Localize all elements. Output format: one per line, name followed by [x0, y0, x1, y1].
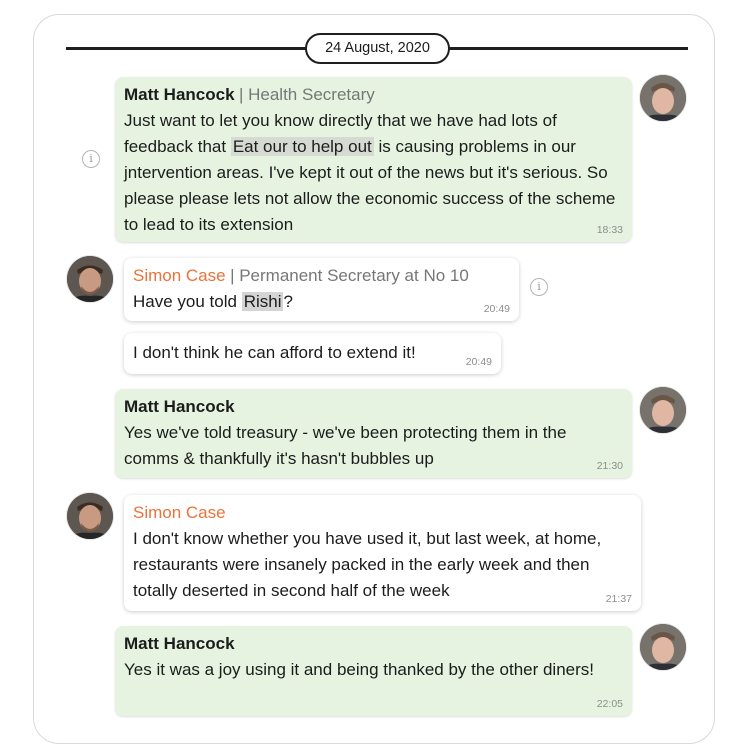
- hancock-avatar: [640, 624, 686, 670]
- case-avatar: [67, 256, 113, 302]
- timestamp: 18:33: [596, 224, 623, 236]
- message-hancock-3: [115, 626, 632, 716]
- message-text: Yes it was a joy using it and being thanked by the other diners!: [124, 660, 595, 679]
- person-icon: [67, 256, 113, 302]
- message-text: I don't think he can afford to extend it!: [133, 343, 416, 362]
- person-icon: [67, 493, 113, 539]
- message-case-1: [124, 258, 519, 321]
- timestamp: 20:49: [465, 356, 492, 368]
- highlighted-term: Rishi: [243, 292, 282, 311]
- timestamp: 22:05: [596, 698, 623, 710]
- hancock-avatar: [640, 75, 686, 121]
- timestamp: 20:49: [483, 303, 510, 315]
- info-icon[interactable]: i: [82, 150, 100, 168]
- message-text: I don't know whether you have used it, but last week, at home, restaurants were insanely packed in the early week and then totally deserted in second half of the week: [133, 529, 602, 600]
- date-label: 24 August, 2020: [305, 33, 450, 64]
- message-text: Have you told Rishi ?: [133, 292, 293, 311]
- sender-name: Matt Hancock: [124, 85, 235, 104]
- sender-role: | Health Secretary: [238, 85, 375, 104]
- sender-name: Simon Case: [133, 503, 226, 522]
- message-text: Just want to let you know directly that we have had lots of feedback that Eat our to help out is causing problems in our jntervention areas. I've kept it out of the news but it's serious. So please please lets not allow the economic success of the scheme to lead to its extension: [124, 111, 616, 234]
- highlighted-term: Eat our to help out: [232, 137, 372, 156]
- person-icon: [640, 624, 686, 670]
- person-icon: [640, 387, 686, 433]
- timestamp: 21:37: [605, 593, 632, 605]
- sender-name: Matt Hancock: [124, 397, 235, 416]
- person-icon: [640, 75, 686, 121]
- timestamp: 21:30: [596, 460, 623, 472]
- message-hancock-1: [115, 77, 632, 242]
- message-text: Yes we've told treasury - we've been protecting them in the comms & thankfully it's hasn't bubbles up: [124, 423, 567, 468]
- message-case-2: [124, 333, 501, 374]
- sender-name: Matt Hancock: [124, 634, 235, 653]
- info-icon[interactable]: i: [530, 278, 548, 296]
- message-hancock-2: [115, 389, 632, 478]
- case-avatar: [67, 493, 113, 539]
- hancock-avatar: [640, 387, 686, 433]
- message-case-3: [124, 495, 641, 611]
- sender-name: Simon Case: [133, 266, 226, 285]
- sender-role: | Permanent Secretary at No 10: [230, 266, 469, 285]
